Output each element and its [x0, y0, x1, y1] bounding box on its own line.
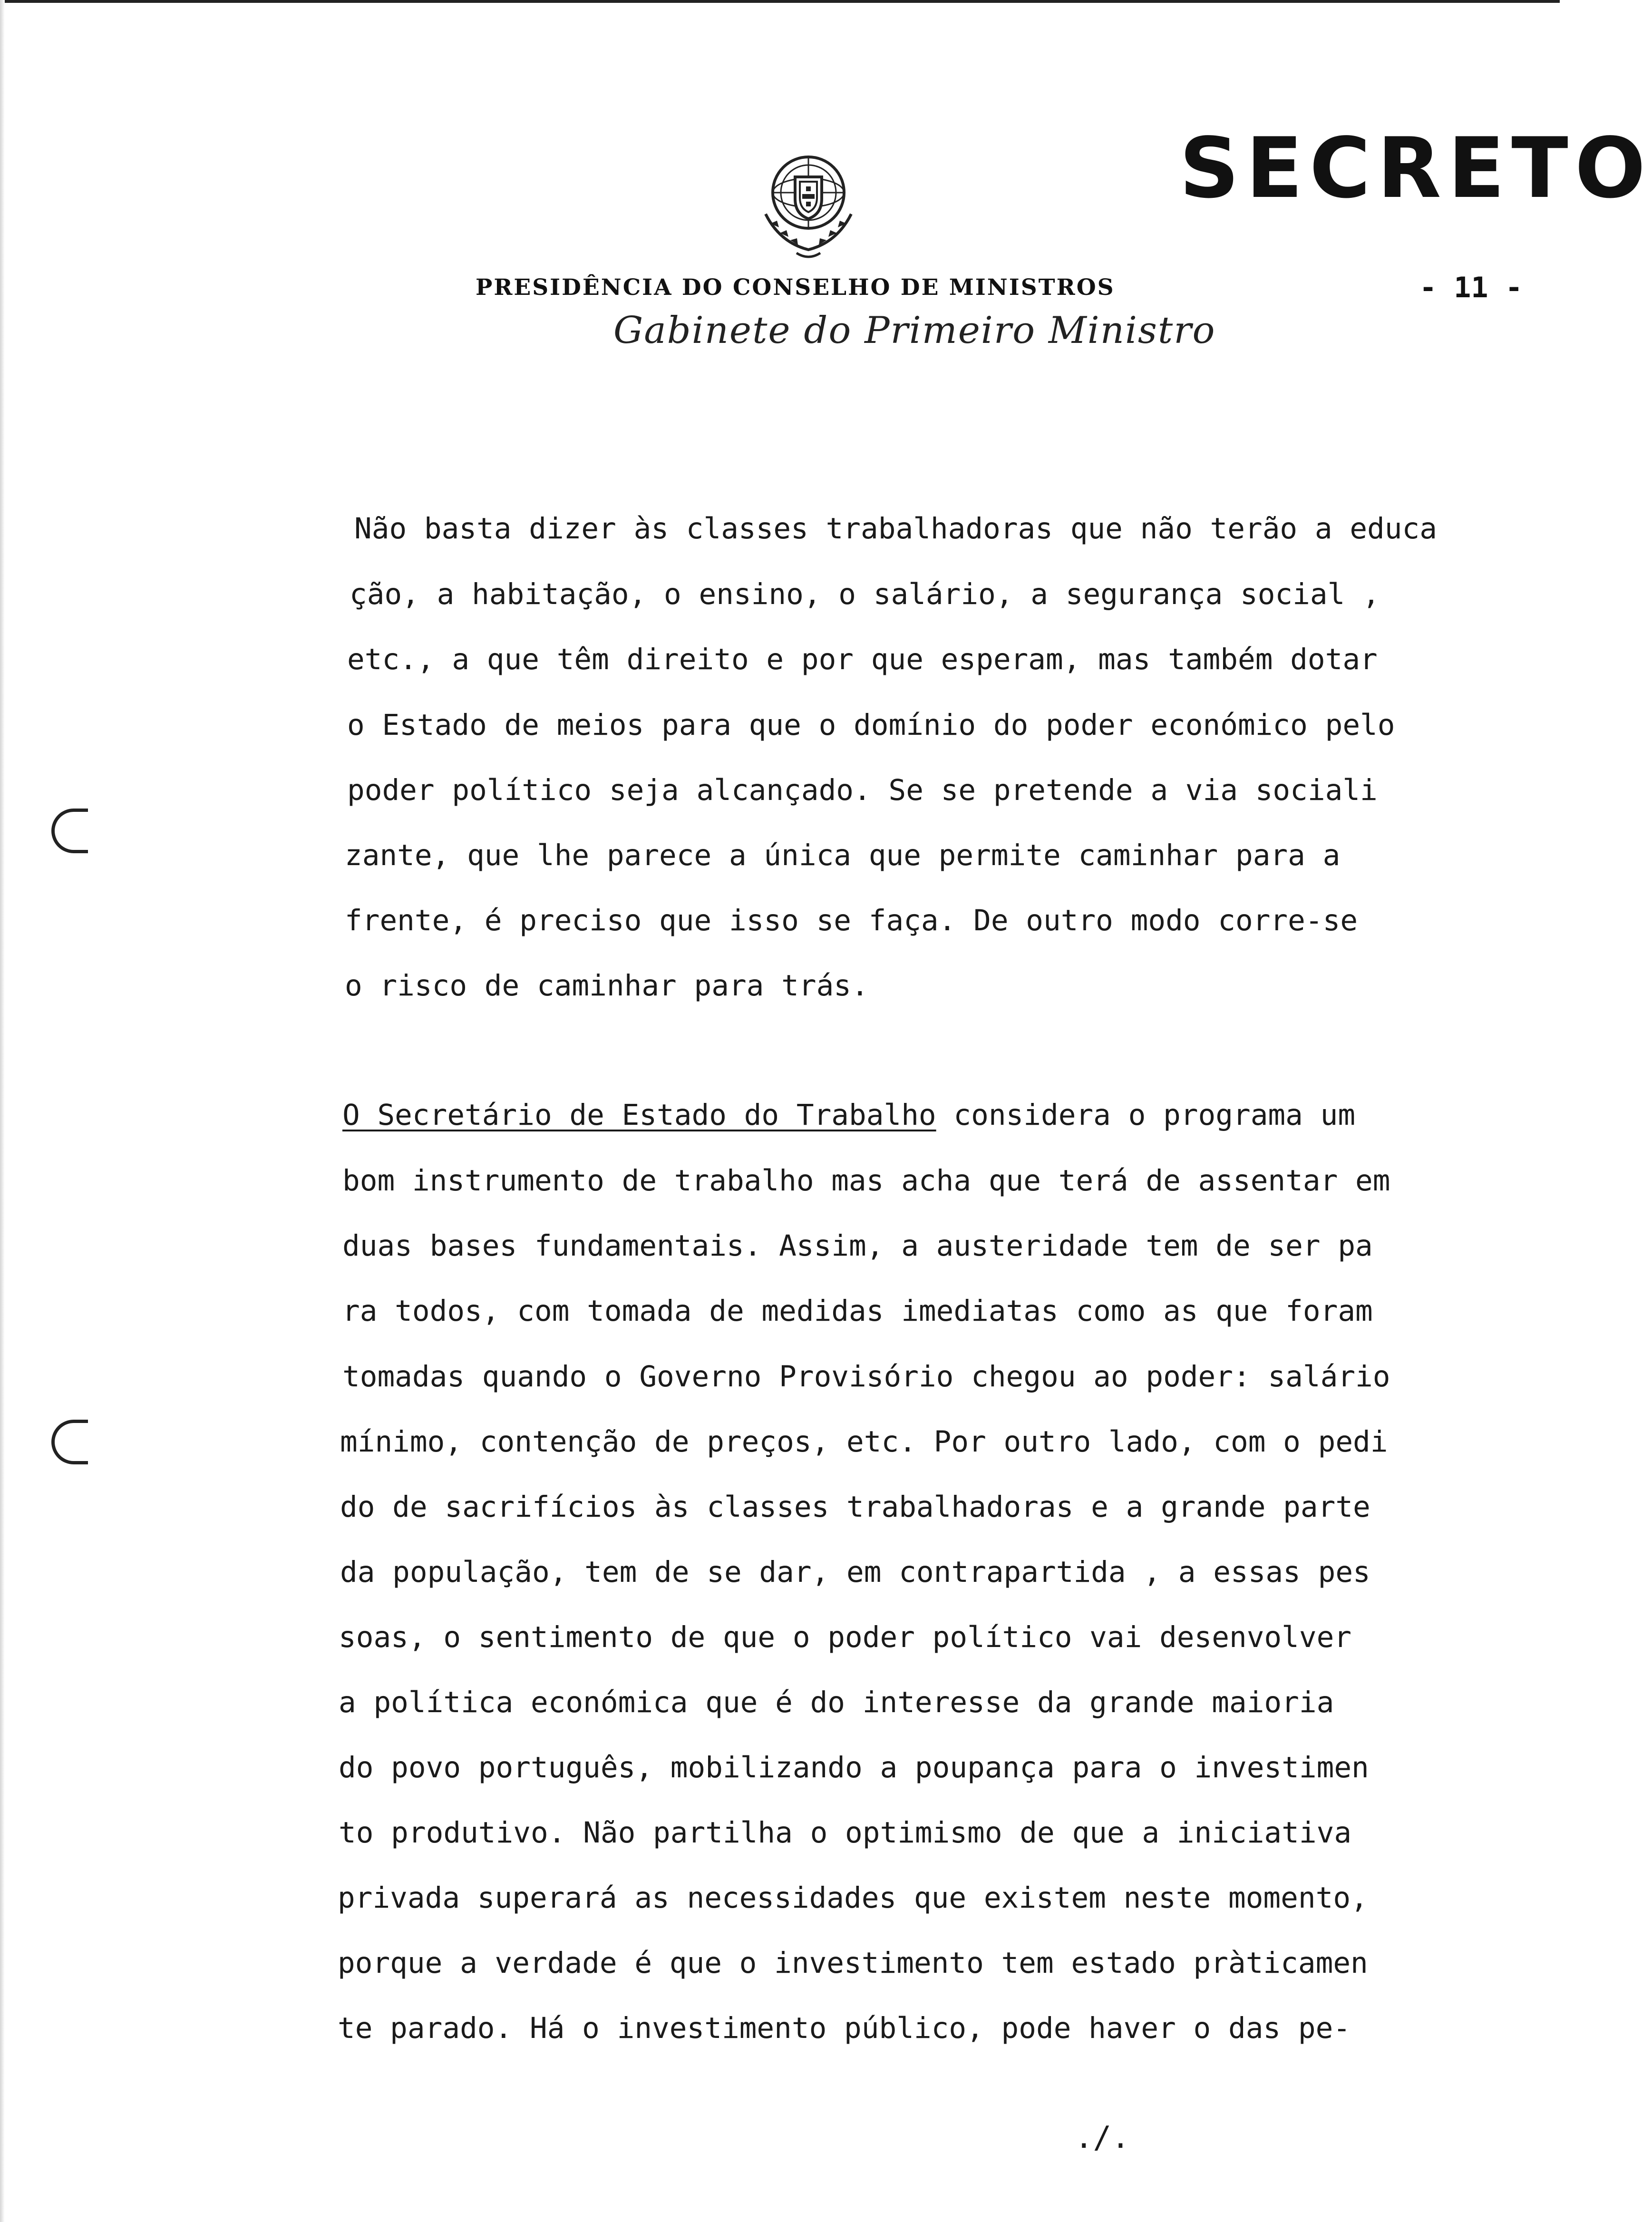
- text-line: poder político seja alcançado. Se se pretende a via sociali: [347, 773, 1378, 807]
- text-line: frente, é preciso que isso se faça. De outro modo corre-se: [345, 904, 1358, 937]
- office-subheading: Gabinete do Primeiro Ministro: [613, 309, 1216, 352]
- text-line: Não basta dizer às classes trabalhadoras que não terão a educa: [354, 512, 1437, 546]
- text-line: tomadas quando o Governo Provisório chegou ao poder: salário: [342, 1360, 1390, 1394]
- scan-edge-shadow: [0, 0, 5, 2222]
- text-line: zante, que lhe parece a única que permite caminhar para a: [345, 838, 1341, 872]
- coat-of-arms-icon: [747, 143, 870, 266]
- text-line: etc., a que têm direito e por que esperam, mas também dotar: [347, 643, 1378, 676]
- text-line: ção, a habitação, o ensino, o salário, a segurança social ,: [350, 577, 1380, 611]
- institution-heading: PRESIDÊNCIA DO CONSELHO DE MINISTROS: [476, 274, 1115, 301]
- text-line: o risco de caminhar para trás.: [345, 969, 869, 1003]
- classification-stamp: SECRETO: [1179, 120, 1652, 217]
- text-line: mínimo, contenção de preços, etc. Por outro lado, com o pedi: [340, 1425, 1388, 1459]
- text-line: [342, 1089, 1355, 1141]
- continuation-mark: ./.: [1075, 2120, 1130, 2155]
- text-line: te parado. Há o investimento público, pode haver o das pe-: [338, 2011, 1351, 2045]
- text-line: porque a verdade é que o investimento tem estado pràticamen: [338, 1946, 1368, 1980]
- top-border-line: [0, 0, 1560, 3]
- text-line: a política económica que é do interesse da grande maioria: [339, 1686, 1334, 1719]
- text-line: o Estado de meios para que o domínio do poder económico pelo: [347, 708, 1395, 742]
- text-line: do de sacrifícios às classes trabalhadoras e a grande parte: [340, 1490, 1370, 1524]
- text-line: duas bases fundamentais. Assim, a austeridade tem de ser pa: [342, 1229, 1373, 1263]
- page-number: - 11 -: [1419, 271, 1523, 304]
- text-line: to produtivo. Não partilha o optimismo de que a iniciativa: [339, 1816, 1352, 1850]
- text-segment: considera o programa um: [936, 1098, 1356, 1132]
- underlined-subject: O Secretário de Estado do Trabalho: [342, 1098, 936, 1132]
- text-line: privada superará as necessidades que existem neste momento,: [338, 1881, 1368, 1915]
- text-line: soas, o sentimento de que o poder político vai desenvolver: [339, 1620, 1352, 1654]
- binder-hole-mark: [51, 1420, 88, 1464]
- text-line: ra todos, com tomada de medidas imediatas como as que foram: [342, 1294, 1373, 1328]
- binder-hole-mark: [51, 809, 88, 853]
- text-line: do povo português, mobilizando a poupança para o investimen: [339, 1751, 1369, 1784]
- text-line: bom instrumento de trabalho mas acha que terá de assentar em: [342, 1164, 1390, 1198]
- text-line: da população, tem de se dar, em contrapartida , a essas pes: [340, 1555, 1370, 1589]
